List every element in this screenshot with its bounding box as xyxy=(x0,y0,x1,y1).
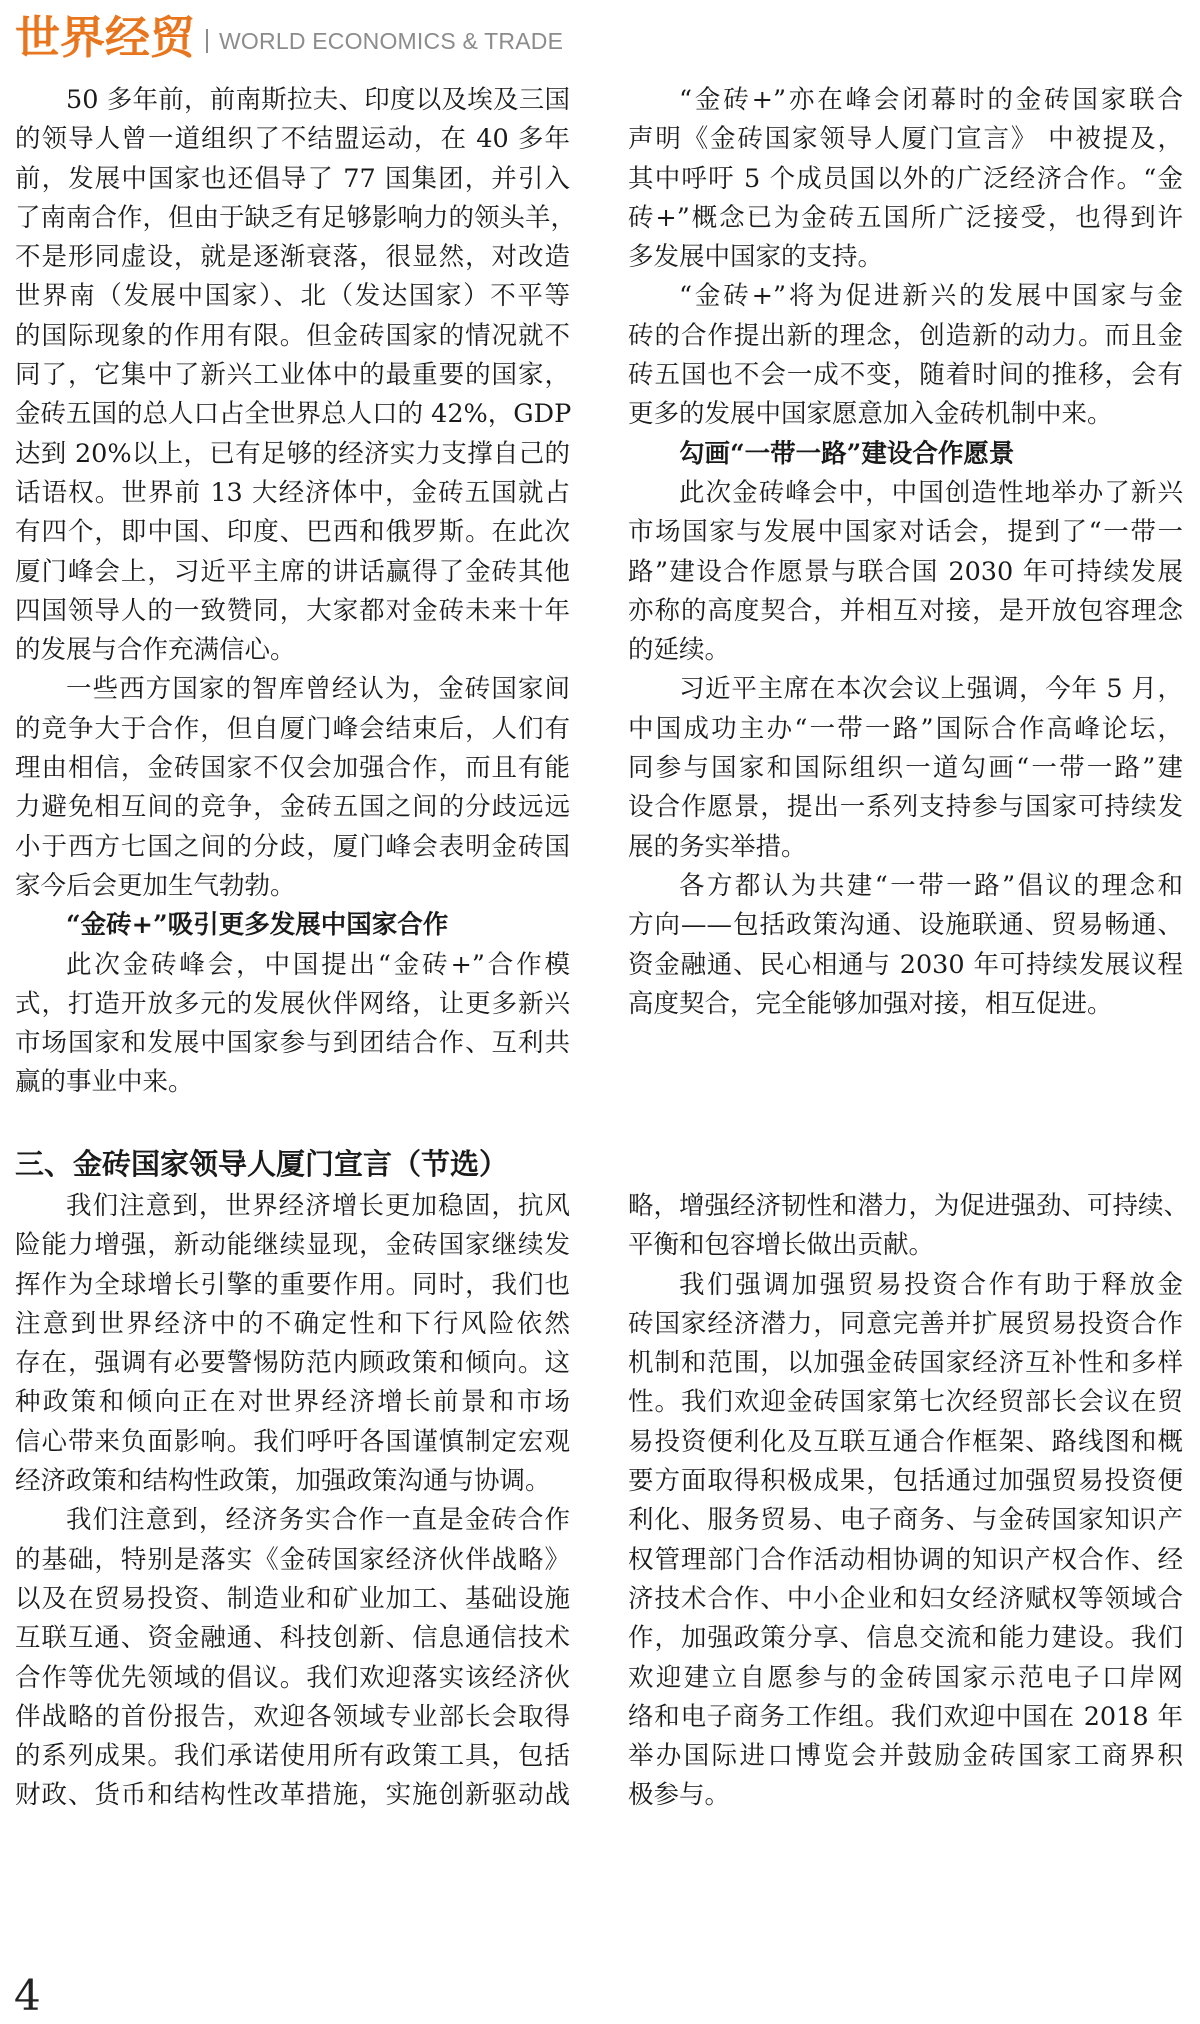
text-line: 的系列成果。我们承诺使用所有政策工具，包括 xyxy=(15,1741,570,1772)
text-line: 多发展中国家的支持。 xyxy=(628,242,884,273)
declaration-column-right xyxy=(628,1187,1190,1816)
text-line: 我们注意到，世界经济增长更加稳固，抗风 xyxy=(66,1191,570,1221)
text-line: 的竞争大于合作，但自厦门峰会结束后，人们有 xyxy=(15,713,570,744)
text-line: 式，打造开放多元的发展伙伴网络，让更多新兴 xyxy=(15,988,570,1019)
text-line: 我们强调加强贸易投资合作有助于释放金 xyxy=(679,1269,1183,1300)
text-line: 厦门峰会上，习近平主席的讲话赢得了金砖其他 xyxy=(15,556,570,587)
text-line: 金砖五国的总人口占全世界总人口的 42%，GDP xyxy=(15,399,572,430)
text-line: 机制和范围，以加强金砖国家经济互补性和多样 xyxy=(628,1348,1183,1379)
paragraph xyxy=(15,1187,570,1501)
text-line: 有四个，即中国、印度、巴西和俄罗斯。在此次 xyxy=(15,517,570,548)
text-line: 更多的发展中国家愿意加入金砖机制中来。 xyxy=(628,399,1113,430)
text-line: 不是形同虚设，就是逐渐衰落，很显然，对改造 xyxy=(15,242,570,273)
paragraph xyxy=(15,670,570,906)
text-line: 权管理部门合作活动相协调的知识产权合作、经 xyxy=(628,1544,1183,1575)
text-line: 互联互通、资金融通、科技创新、信息通信技术 xyxy=(15,1623,570,1654)
text-line: 高度契合，完全能够加强对接，相互促进。 xyxy=(628,988,1113,1019)
text-line: 要方面取得积极成果，包括通过加强贸易投资便 xyxy=(628,1466,1183,1497)
text-line: 家今后会更加生气勃勃。 xyxy=(15,870,296,901)
page-header xyxy=(15,12,563,64)
magazine-title-english: WORLD ECONOMICS & TRADE xyxy=(219,28,564,54)
text-line: 经济政策和结构性政策，加强政策沟通与协调。 xyxy=(15,1466,551,1497)
text-line: 资金融通、民心相通与 2030 年可持续发展议程 xyxy=(628,949,1183,980)
section-heading: 三、金砖国家领导人厦门宣言（节选） xyxy=(15,1147,509,1181)
text-line: “金砖+”将为促进新兴的发展中国家与金 xyxy=(679,281,1183,312)
text-line: 合作等优先领域的倡议。我们欢迎落实该经济伙 xyxy=(15,1662,570,1693)
text-line: 同参与国家和国际组织一道勾画“一带一路”建 xyxy=(628,753,1183,784)
text-line: 世界南（发展中国家）、北（发达国家）不平等 xyxy=(15,281,570,312)
text-line: 砖国家经济潜力，同意完善并扩展贸易投资合作 xyxy=(628,1308,1183,1339)
text-line: 我们注意到，经济务实合作一直是金砖合作 xyxy=(66,1505,570,1536)
text-line: 展的务实举措。 xyxy=(628,831,807,862)
text-line: 利化、服务贸易、电子商务、与金砖国家知识产 xyxy=(628,1505,1183,1536)
text-line: 小于西方七国之间的分歧，厦门峰会表明金砖国 xyxy=(15,831,570,862)
text-line: 习近平主席在本次会议上强调，今年 5 月， xyxy=(679,674,1183,705)
subheading: 勾画“一带一路”建设合作愿景 xyxy=(679,438,1015,469)
text-line: 此次金砖峰会，中国提出“金砖+”合作模 xyxy=(66,949,570,980)
text-line: 种政策和倾向正在对世界经济增长前景和市场 xyxy=(15,1387,570,1418)
text-line: 济技术合作、中小企业和妇女经济赋权等领域合 xyxy=(628,1583,1183,1614)
paragraph xyxy=(628,1266,1183,1816)
text-line: 四国领导人的一致赞同，大家都对金砖未来十年 xyxy=(15,595,570,626)
magazine-title: 世界经贸 xyxy=(15,11,196,64)
text-line: 一些西方国家的智库曾经认为，金砖国家间 xyxy=(66,674,570,705)
text-line: 伴战略的首份报告，欢迎各领域专业部长会取得 xyxy=(15,1701,570,1732)
text-line: 以及在贸易投资、制造业和矿业加工、基础设施 xyxy=(15,1583,570,1614)
text-line: 市场国家和发展中国家参与到团结合作、互利共 xyxy=(15,1028,570,1059)
text-line: 举办国际进口博览会并鼓励金砖国家工商界积 xyxy=(628,1741,1183,1772)
text-line: 路”建设合作愿景与联合国 2030 年可持续发展 xyxy=(628,556,1183,587)
text-line: 砖五国也不会一成不变，随着时间的推移，会有 xyxy=(628,360,1183,391)
text-line: 的延续。 xyxy=(628,635,731,666)
text-line: 中国成功主办“一带一路”国际合作高峰论坛， xyxy=(628,713,1183,744)
text-line: “金砖+”亦在峰会闭幕时的金砖国家联合 xyxy=(679,85,1183,115)
text-line: 设合作愿景，提出一系列支持参与国家可持续发 xyxy=(628,792,1183,823)
text-line: 赢的事业中来。 xyxy=(15,1067,194,1098)
text-line: 的基础，特别是落实《金砖国家经济伙伴战略》 xyxy=(15,1544,570,1575)
text-line: 的国际现象的作用有限。但金砖国家的情况就不 xyxy=(15,320,570,351)
paragraph xyxy=(628,277,1183,434)
text-line: 各方都认为共建“一带一路”倡议的理念和 xyxy=(679,870,1183,901)
article-column-left xyxy=(15,81,577,1103)
text-line: 极参与。 xyxy=(628,1780,731,1811)
text-line: 同了，它集中了新兴工业体中的最重要的国家， xyxy=(15,360,570,391)
text-line: 略，增强经济韧性和潜力，为促进强劲、可持续、 xyxy=(628,1191,1190,1221)
text-line: 络和电子商务工作组。我们欢迎中国在 2018 年 xyxy=(628,1701,1183,1732)
text-line: 险能力增强，新动能继续显现，金砖国家继续发 xyxy=(15,1230,570,1261)
text-line: 性。我们欢迎金砖国家第七次经贸部长会议在贸 xyxy=(628,1387,1183,1418)
paragraph xyxy=(628,867,1183,1024)
header-divider xyxy=(206,29,208,53)
text-line: 欢迎建立自愿参与的金砖国家示范电子口岸网 xyxy=(628,1662,1183,1693)
text-line: 砖+”概念已为金砖五国所广泛接受，也得到许 xyxy=(628,202,1183,233)
text-line: 的发展与合作充满信心。 xyxy=(15,635,296,666)
text-line: 亦称的高度契合，并相互对接，是开放包容理念 xyxy=(628,595,1183,626)
text-line: 作，加强政策分享、信息交流和能力建设。我们 xyxy=(628,1623,1183,1654)
text-line: 注意到世界经济中的不确定性和下行风险依然 xyxy=(15,1308,570,1339)
text-line: 前，发展中国家也还倡导了 77 国集团，并引入 xyxy=(15,163,570,194)
text-line: 其中呼吁 5 个成员国以外的广泛经济合作。“金 xyxy=(628,163,1183,194)
text-line: 话语权。世界前 13 大经济体中，金砖五国就占 xyxy=(15,477,570,508)
text-line: 市场国家与发展中国家对话会，提到了“一带一 xyxy=(628,517,1183,548)
text-line: 了南南合作，但由于缺乏有足够影响力的领头羊， xyxy=(15,202,577,233)
text-line: 砖的合作提出新的理念，创造新的动力。而且金 xyxy=(628,320,1183,351)
text-line: 此次金砖峰会中，中国创造性地举办了新兴 xyxy=(679,477,1183,508)
page-number: 4 xyxy=(14,1971,41,2020)
text-line: 力避免相互间的竞争，金砖五国之间的分歧远远 xyxy=(15,792,570,823)
text-line: 的领导人曾一道组织了不结盟运动，在 40 多年 xyxy=(15,124,570,155)
text-line: 挥作为全球增长引擎的重要作用。同时，我们也 xyxy=(15,1269,570,1300)
text-line: 易投资便利化及互联互通合作框架、路线图和概 xyxy=(628,1426,1183,1457)
paragraph xyxy=(628,1187,1190,1266)
paragraph xyxy=(628,670,1183,866)
text-line: 声明《金砖国家领导人厦门宣言》 中被提及， xyxy=(628,124,1183,155)
subheading: “金砖+”吸引更多发展中国家合作 xyxy=(66,910,449,941)
text-line: 理由相信，金砖国家不仅会加强合作，而且有能 xyxy=(15,753,570,784)
paragraph xyxy=(628,81,1183,277)
paragraph xyxy=(15,946,570,1103)
paragraph xyxy=(15,81,577,670)
text-line: 平衡和包容增长做出贡献。 xyxy=(628,1230,935,1261)
text-line: 信心带来负面影响。我们呼吁各国谨慎制定宏观 xyxy=(15,1426,570,1457)
declaration-column-left xyxy=(15,1187,570,1816)
text-line: 方向——包括政策沟通、设施联通、贸易畅通、 xyxy=(628,910,1183,941)
text-line: 财政、货币和结构性改革措施，实施创新驱动战 xyxy=(15,1780,570,1811)
text-line: 达到 20%以上，已有足够的经济实力支撑自己的 xyxy=(15,438,570,469)
text-line: 存在，强调有必要警惕防范内顾政策和倾向。这 xyxy=(15,1348,570,1379)
paragraph xyxy=(628,474,1183,670)
text-line: 50 多年前，前南斯拉夫、印度以及埃及三国 xyxy=(66,85,570,115)
paragraph xyxy=(15,1501,570,1815)
article-column-right xyxy=(628,81,1183,1024)
